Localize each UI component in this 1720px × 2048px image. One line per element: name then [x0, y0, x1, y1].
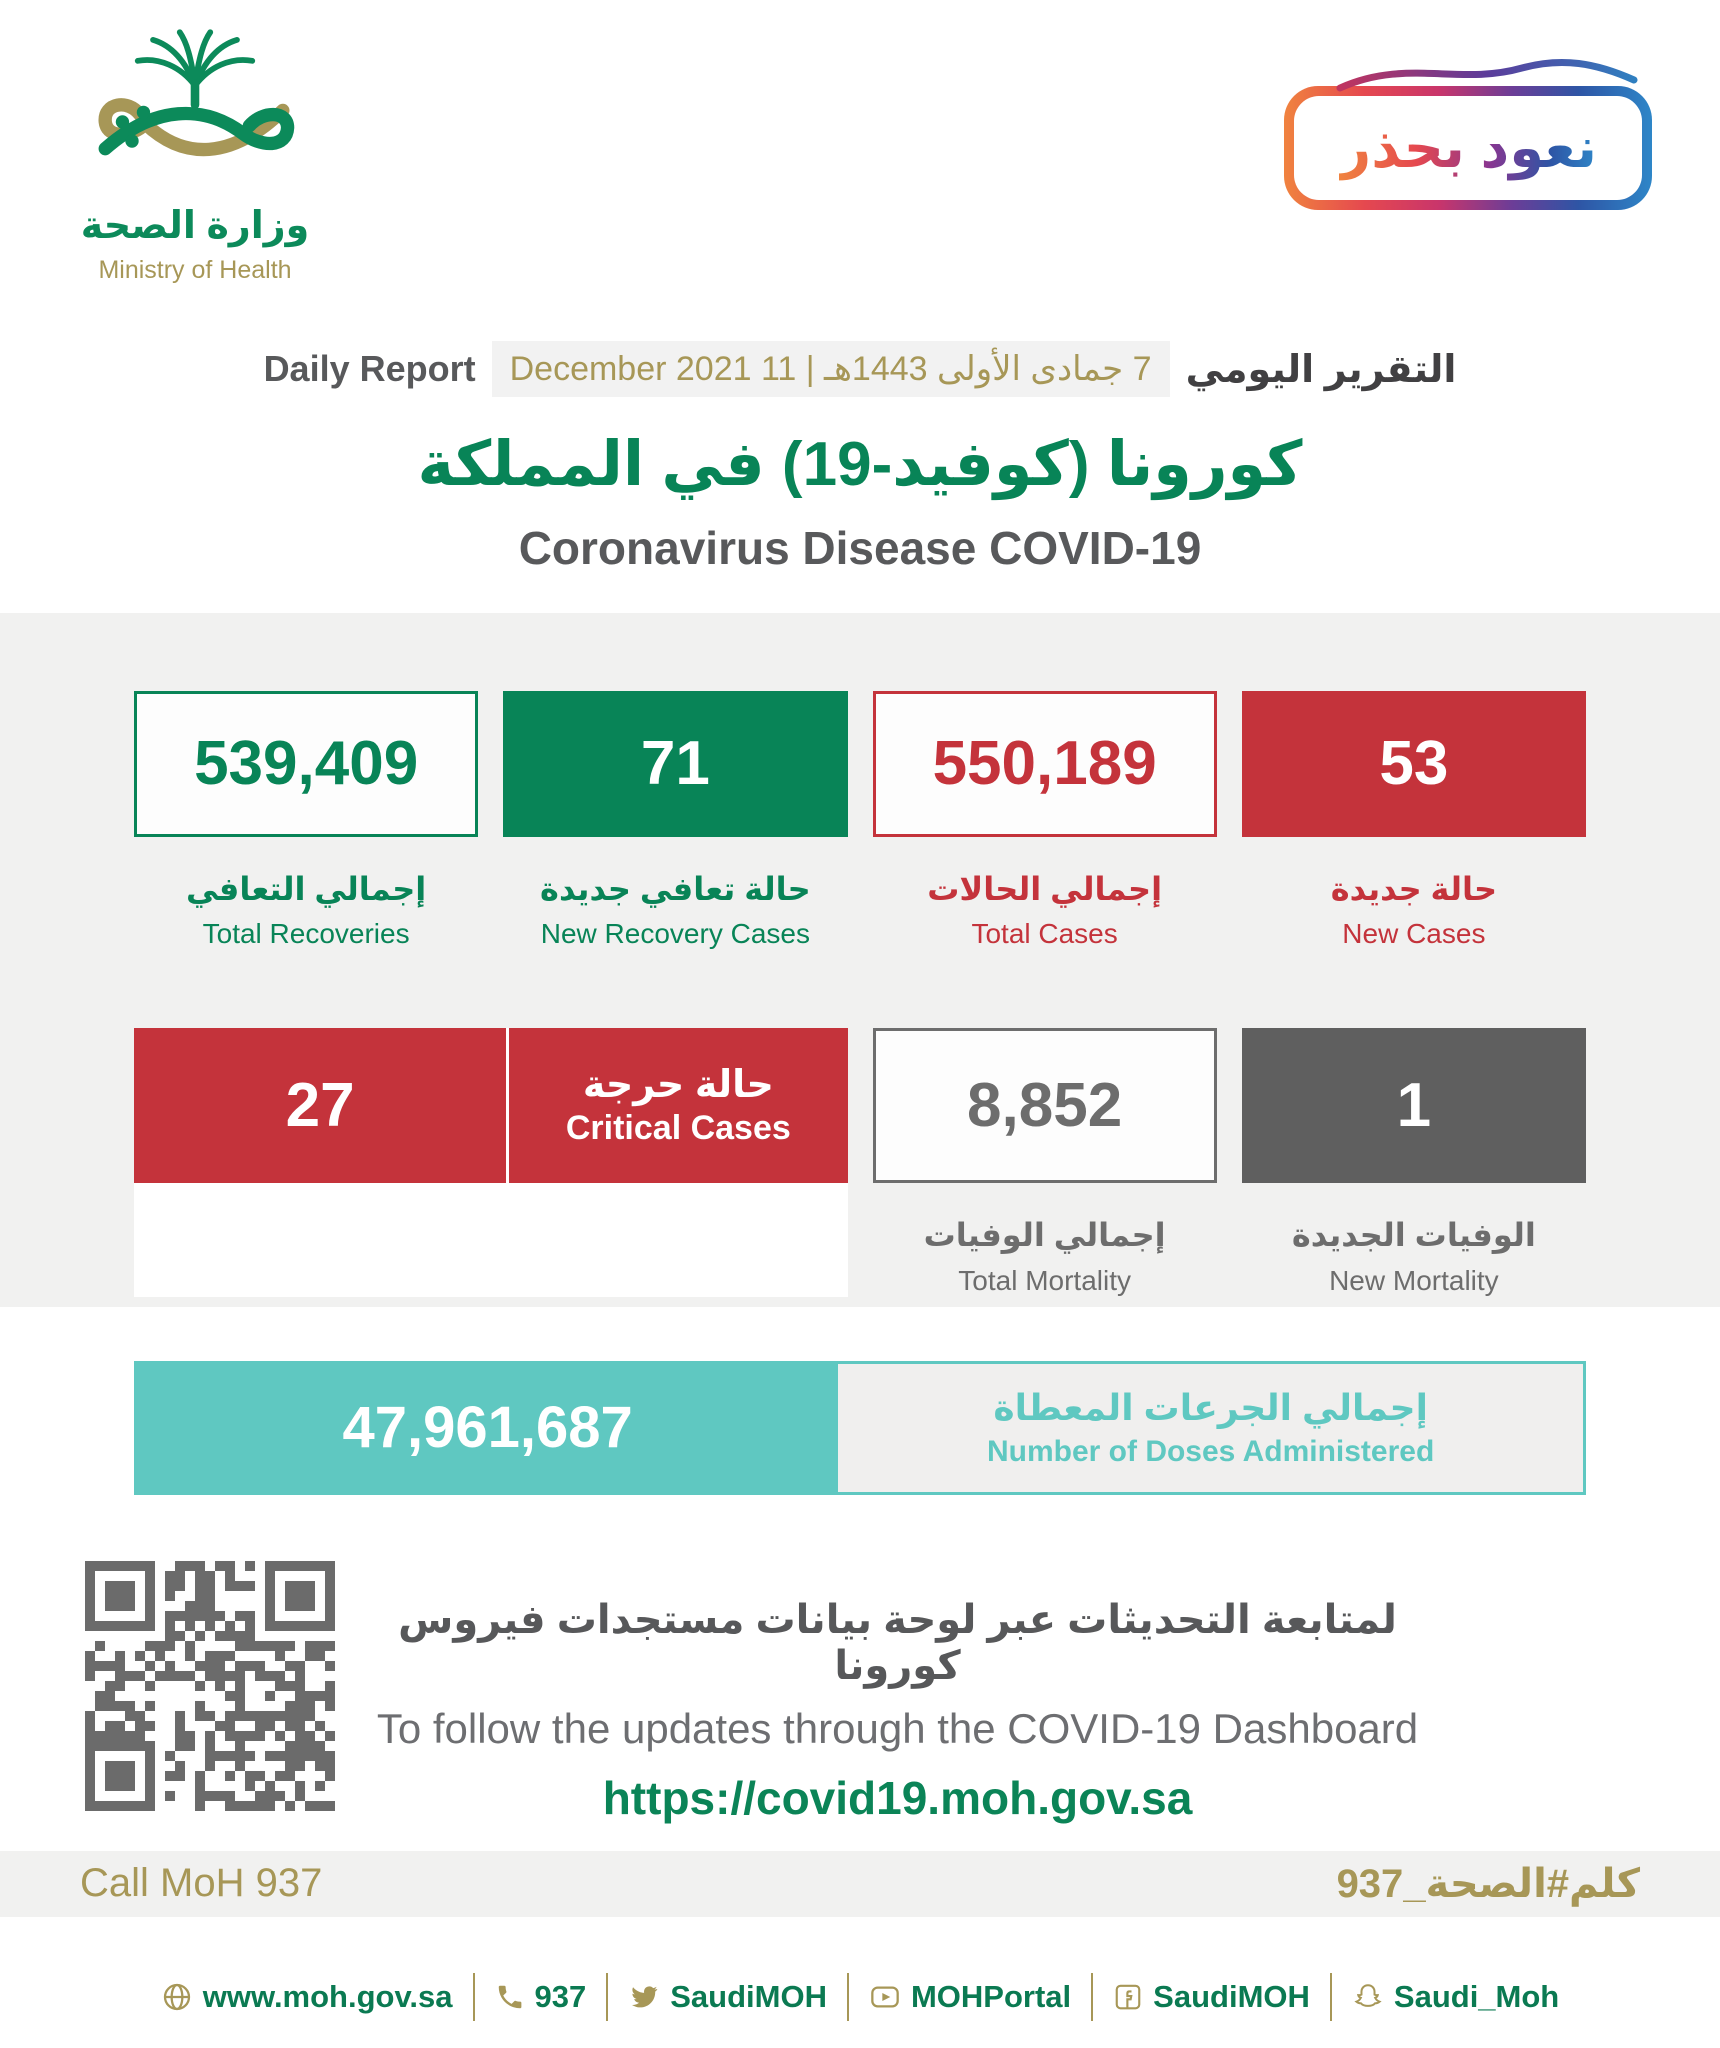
facebook-icon: [1113, 1982, 1143, 2012]
doses-label-en: Number of Doses Administered: [986, 1434, 1435, 1468]
footer-website-label: www.moh.gov.sa: [202, 1978, 453, 2014]
stat-new-mortality: [1242, 1028, 1586, 1297]
footer-facebook-label: SaudiMOH: [1153, 1978, 1310, 2014]
footer-item-twitter[interactable]: [628, 1979, 827, 2015]
report-title-arabic: التقرير اليومي: [1185, 348, 1457, 391]
badge-slogan: نعود بحذر: [1338, 116, 1597, 179]
dashboard-section: [0, 1495, 1720, 1825]
new-mortality-label-ar: الوفيات الجديدة: [1291, 1217, 1536, 1254]
dashboard-line-english: To follow the updates through the COVID-19 Dashboard: [376, 1704, 1419, 1752]
new-mortality-label-en: New Mortality: [1329, 1264, 1499, 1296]
moh-emblem-icon: [90, 26, 300, 194]
report-date: 7 جمادى الأولى 1443هـ | 11 December 2021: [492, 341, 1170, 397]
critical-cases-label-en: Critical Cases: [565, 1109, 791, 1148]
badge-gradient-border: [1284, 86, 1652, 210]
phone-icon: [495, 1982, 525, 2012]
footer-item-facebook[interactable]: [1113, 1979, 1310, 2015]
footer-separator: [1330, 1973, 1332, 2021]
doses-label: [838, 1364, 1583, 1492]
moh-logo: [70, 26, 320, 285]
footer-item-snapchat[interactable]: [1352, 1979, 1559, 2015]
youtube-icon: [869, 1981, 901, 2013]
stats-row-1: [134, 691, 1586, 951]
new-cases-label-ar: حالة جديدة: [1330, 870, 1498, 907]
critical-cases-label-ar: حالة حرجة: [582, 1063, 774, 1106]
footer-item-youtube[interactable]: [869, 1979, 1071, 2015]
total-mortality-label-ar: إجمالي الوفيات: [923, 1217, 1166, 1254]
new-cases-value: 53: [1242, 691, 1586, 837]
footer-phone-label: 937: [534, 1978, 587, 2014]
total-mortality-label-en: Total Mortality: [958, 1264, 1131, 1296]
main-title-english: Coronavirus Disease COVID-19: [518, 521, 1202, 574]
critical-cases-value: 27: [134, 1028, 506, 1183]
stat-new-cases: [1242, 691, 1586, 951]
return-with-caution-badge: [1284, 86, 1652, 210]
dashboard-text: [335, 1561, 1640, 1825]
total-cases-value: 550,189: [873, 691, 1217, 837]
new-recovery-cases-label-ar: حالة تعافي جديدة: [540, 870, 811, 907]
footer-twitter-label: SaudiMOH: [670, 1978, 827, 2014]
stat-total-cases: [873, 691, 1217, 951]
twitter-icon: [628, 1981, 660, 2013]
total-mortality-value: 8,852: [873, 1028, 1217, 1183]
total-cases-label-ar: إجمالي الحالات: [927, 870, 1163, 907]
total-cases-label-en: Total Cases: [971, 918, 1118, 950]
dashboard-line-arabic: لمتابعة التحديثات عبر لوحة بيانات مستجدات فيروس كورونا: [398, 1597, 1397, 1688]
new-recovery-cases-label-en: New Recovery Cases: [540, 918, 810, 950]
footer-item-phone[interactable]: [495, 1979, 587, 2015]
footer-contact-bar: [0, 1973, 1720, 2021]
globe-icon: [161, 1981, 193, 2013]
statistics-section: [0, 613, 1720, 1307]
total-recoveries-value: 539,409: [134, 691, 478, 837]
snapchat-icon: [1352, 1981, 1384, 2013]
stat-new-recovery-cases: [503, 691, 847, 951]
stat-total-recoveries: [134, 691, 478, 951]
header: [0, 0, 1720, 335]
doses-value: 47,961,687: [137, 1364, 838, 1492]
main-title-arabic: كورونا (كوفيد-19) في المملكة: [417, 430, 1303, 499]
footer-separator: [847, 1973, 849, 2021]
new-cases-label-en: New Cases: [1342, 918, 1486, 950]
doses-section: [0, 1307, 1720, 1495]
call-moh-english: Call MoH 937: [80, 1861, 323, 1906]
call-moh-band: [0, 1851, 1720, 1917]
qr-code: [85, 1561, 335, 1811]
report-header-row: [0, 341, 1720, 397]
dashboard-url-link[interactable]: https://covid19.moh.gov.sa: [602, 1771, 1193, 1824]
badge-swoosh-icon: [1334, 50, 1644, 96]
footer-separator: [606, 1973, 608, 2021]
doses-bar: [134, 1361, 1586, 1495]
stat-critical-cases: [134, 1028, 848, 1297]
footer-item-website[interactable]: [161, 1979, 453, 2015]
footer-youtube-label: MOHPortal: [910, 1978, 1072, 2014]
total-recoveries-label-ar: إجمالي التعافي: [186, 870, 427, 907]
report-title-english: Daily Report: [263, 348, 476, 389]
new-recovery-cases-value: 71: [503, 691, 847, 837]
footer-separator: [473, 1973, 475, 2021]
total-recoveries-label-en: Total Recoveries: [202, 918, 410, 950]
footer-separator: [1091, 1973, 1093, 2021]
call-moh-hashtag-arabic: كلم#الصحة_937: [1336, 1861, 1640, 1906]
critical-cases-label: [509, 1028, 847, 1183]
logo-arabic-name: وزارة الصحة: [80, 205, 310, 247]
new-mortality-value: 1: [1242, 1028, 1586, 1183]
footer-snapchat-label: Saudi_Moh: [1393, 1978, 1560, 2014]
stat-total-mortality: [873, 1028, 1217, 1297]
logo-english-name: Ministry of Health: [98, 256, 292, 284]
doses-label-ar: إجمالي الجرعات المعطاة: [993, 1386, 1428, 1428]
stats-row-2: [134, 1028, 1586, 1297]
